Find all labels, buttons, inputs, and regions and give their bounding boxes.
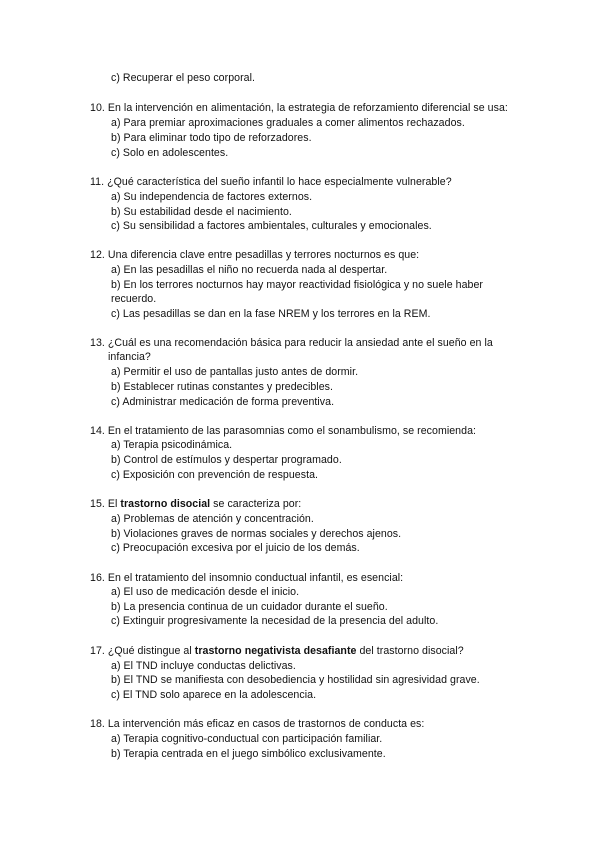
question-12-option-c: c) Las pesadillas se dan en la fase NREM y los terrores en la REM. — [111, 308, 431, 320]
question-10-option-b: b) Para eliminar todo tipo de reforzadores. — [111, 132, 312, 144]
question-11-option-a: a) Su independencia de factores externos. — [111, 191, 313, 203]
question-15-suffix: se caracteriza por: — [210, 498, 302, 510]
question-16-option-c: c) Extinguir progresivamente la necesidad de la presencia del adulto. — [111, 615, 439, 627]
question-18-option-a: a) Terapia cognitivo-conductual con participación familiar. — [111, 733, 383, 745]
question-15-option-c: c) Preocupación excesiva por el juicio de los demás. — [111, 542, 360, 554]
question-14-option-a: a) Terapia psicodinámica. — [111, 439, 233, 451]
question-15-option-a: a) Problemas de atención y concentración. — [111, 513, 314, 525]
question-15-option-b: b) Violaciones graves de normas sociales y derechos ajenos. — [111, 528, 402, 540]
question-16-text: 16. En el tratamiento del insomnio conductual infantil, es esencial: — [90, 572, 404, 584]
question-16-option-a: a) El uso de medicación desde el inicio. — [111, 586, 300, 598]
question-13-text: 13. ¿Cuál es una recomendación básica para reducir la ansiedad ante el sueño en la — [90, 337, 493, 349]
question-13-option-a: a) Permitir el uso de pantallas justo antes de dormir. — [111, 366, 359, 378]
question-18-option-b: b) Terapia centrada en el juego simbólico exclusivamente. — [111, 748, 386, 760]
question-11-text: 11. ¿Qué característica del sueño infantil lo hace especialmente vulnerable? — [90, 176, 452, 188]
question-14-text: 14. En el tratamiento de las parasomnias como el sonambulismo, se recomienda: — [90, 425, 477, 437]
question-10-text: 10. En la intervención en alimentación, la estrategia de reforzamiento diferencial se usa: — [90, 102, 508, 114]
question-12-option-b: b) En los terrores nocturnos hay mayor reactividad fisiológica y no suele haber — [111, 279, 483, 291]
question-12-text: 12. Una diferencia clave entre pesadillas y terrores nocturnos es que: — [90, 249, 420, 261]
question-17-text — [90, 644, 464, 658]
question-13-option-c: c) Administrar medicación de forma preventiva. — [111, 396, 335, 408]
question-17-option-b: b) El TND se manifiesta con desobediencia y hostilidad sin agresividad grave. — [111, 674, 480, 686]
question-17-suffix: del trastorno disocial? — [356, 645, 464, 657]
question-16-option-b: b) La presencia continua de un cuidador durante el sueño. — [111, 601, 388, 613]
prev-question-option-c: c) Recuperar el peso corporal. — [111, 72, 255, 84]
question-17-key-term: trastorno negativista desafiante — [194, 645, 357, 657]
question-17-option-a: a) El TND incluye conductas delictivas. — [111, 660, 296, 672]
question-15-prefix: 15. El — [90, 498, 121, 510]
question-13-text-continued: infancia? — [108, 351, 151, 363]
question-15-key-term: trastorno disocial — [120, 498, 211, 510]
question-18-text: 18. La intervención más eficaz en casos de trastornos de conducta es: — [90, 718, 425, 730]
question-10-option-c: c) Solo en adolescentes. — [111, 147, 229, 159]
question-11-option-c: c) Su sensibilidad a factores ambientales, culturales y emocionales. — [111, 220, 432, 232]
question-15-text — [90, 497, 301, 511]
question-10-option-a: a) Para premiar aproximaciones graduales a comer alimentos rechazados. — [111, 117, 465, 129]
question-14-option-c: c) Exposición con prevención de respuesta. — [111, 469, 319, 481]
question-13-option-b: b) Establecer rutinas constantes y predecibles. — [111, 381, 333, 393]
question-14-option-b: b) Control de estímulos y despertar programado. — [111, 454, 342, 466]
question-17-option-c: c) El TND solo aparece en la adolescencia. — [111, 689, 317, 701]
question-12-option-b-continued: recuerdo. — [111, 293, 157, 305]
question-17-prefix: 17. ¿Qué distingue al — [90, 645, 195, 657]
question-12-option-a: a) En las pesadillas el niño no recuerda nada al despertar. — [111, 264, 388, 276]
question-11-option-b: b) Su estabilidad desde el nacimiento. — [111, 206, 292, 218]
